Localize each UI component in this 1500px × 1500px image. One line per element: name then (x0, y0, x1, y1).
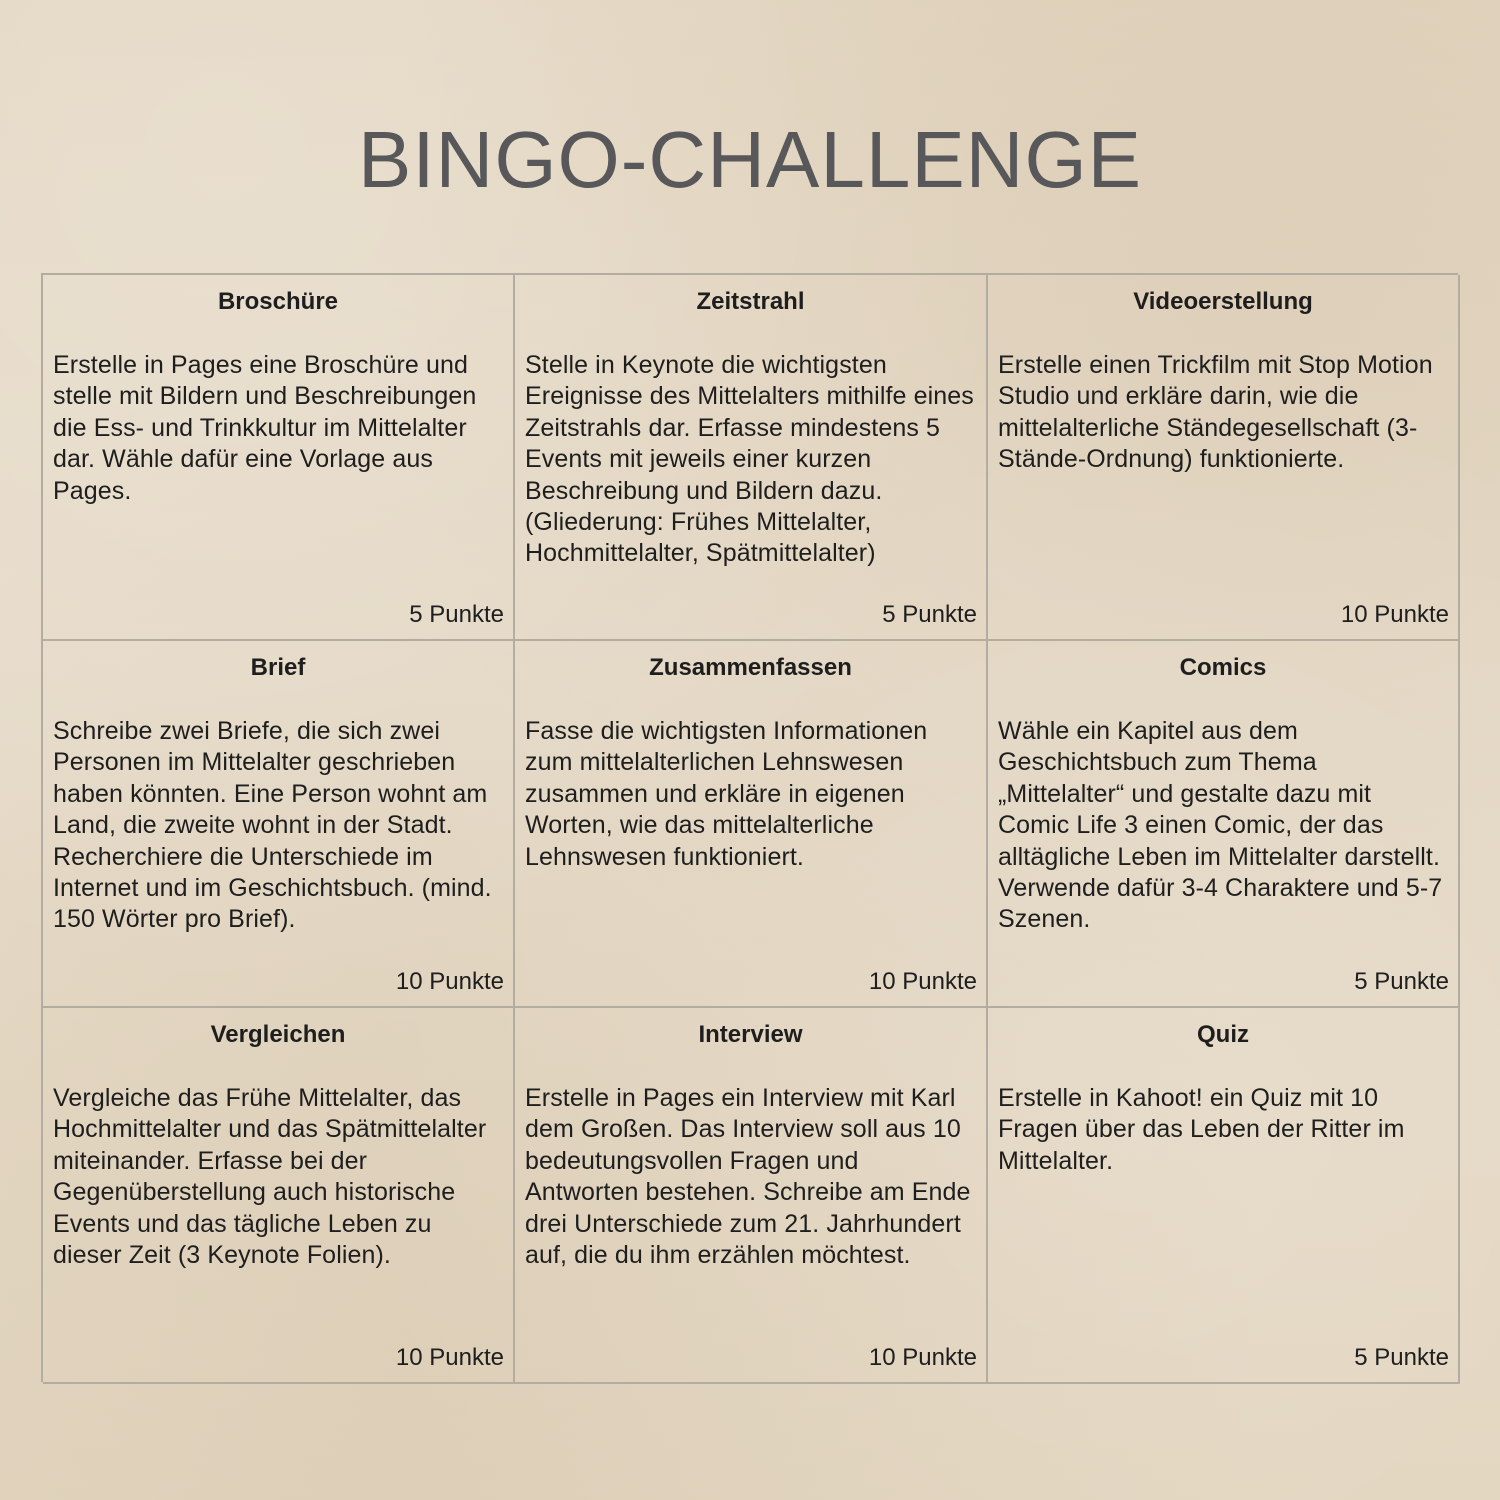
cell-title: Comics (1179, 654, 1267, 681)
cell-points: 5 Punkte (409, 601, 504, 628)
cell-points: 5 Punkte (1354, 968, 1449, 995)
cell-title: Vergleichen (210, 1021, 346, 1048)
page-title: BINGO-CHALLENGE (357, 115, 1143, 204)
cell-task-text: Schreibe zwei Briefe, die sich zwei Personen im Mittelalter geschrieben haben könnten. Eine Person wohnt am Land, die zweite wohnt in der Stadt. Recherchiere die Unterschiede im Internet und im Geschichtsbuch. (mind. 150 Wörter pro Brief). (53, 717, 492, 934)
cell-title: Brief (250, 654, 306, 681)
bingo-cell-quiz (988, 1008, 1460, 1384)
bingo-cell-interview (515, 1008, 988, 1384)
bingo-cell-comics (988, 641, 1460, 1008)
bingo-cell-zeitstrahl (515, 275, 988, 641)
cell-title: Videoerstellung (1133, 288, 1313, 315)
cell-points: 10 Punkte (395, 1344, 504, 1371)
cell-points: 10 Punkte (868, 968, 977, 995)
cell-title: Zusammenfassen (649, 654, 852, 681)
cell-task-text: Erstelle in Pages eine Broschüre und stelle mit Bildern und Beschreibungen die Ess- und Trinkkultur im Mittelalter dar. Wähle dafür eine Vorlage aus Pages. (53, 351, 477, 505)
cell-points: 5 Punkte (1354, 1344, 1449, 1371)
bingo-grid (41, 273, 1458, 1382)
cell-points: 5 Punkte (882, 601, 977, 628)
cell-title: Interview (698, 1021, 803, 1048)
cell-points: 10 Punkte (395, 968, 504, 995)
cell-task-text: Wähle ein Kapitel aus dem Geschichtsbuch zum Thema „Mittelalter“ und gestalte dazu mit Comic Life 3 einen Comic, der das alltägliche Leben im Mittelalter darstellt. Verwende dafür 3-4 Charaktere und 5-7 Szenen. (998, 717, 1443, 934)
bingo-cell-zusammenfassen (515, 641, 988, 1008)
bingo-cell-vergleichen (43, 1008, 515, 1384)
cell-task-text: Erstelle einen Trickfilm mit Stop Motion Studio und erkläre darin, wie die mittelalterliche Ständegesellschaft (3-Stände-Ordnung) funktionierte. (998, 351, 1433, 474)
cell-task-text: Fasse die wichtigsten Informationen zum mittelalterlichen Lehnswesen zusammen und erkläre in eigenen Worten, wie das mittelalterliche Lehnswesen funktioniert. (525, 717, 928, 871)
cell-title: Quiz (1197, 1021, 1249, 1048)
cell-task-text: Vergleiche das Frühe Mittelalter, das Hochmittelalter und das Spätmittelalter miteinander. Erfasse bei der Gegenüberstellung auch historische Events und das tägliche Leben zu dieser Zeit (3 Keynote Folien). (53, 1084, 487, 1270)
cell-points: 10 Punkte (1340, 601, 1449, 628)
cell-title: Zeitstrahl (696, 288, 805, 315)
bingo-cell-videoerstellung (988, 275, 1460, 641)
cell-task-text: Erstelle in Kahoot! ein Quiz mit 10 Fragen über das Leben der Ritter im Mittelalter. (998, 1084, 1405, 1175)
cell-points: 10 Punkte (868, 1344, 977, 1371)
bingo-cell-broschuere (43, 275, 515, 641)
cell-title: Broschüre (217, 288, 339, 315)
cell-task-text: Stelle in Keynote die wichtigsten Ereignisse des Mittelalters mithilfe eines Zeitstrahls dar. Erfasse mindestens 5 Events mit jeweils einer kurzen Beschreibung und Bildern dazu. (Gliederung: Frühes Mittelalter, Hochmittelalter, Spätmittelalter) (525, 351, 974, 568)
bingo-cell-brief (43, 641, 515, 1008)
cell-task-text: Erstelle in Pages ein Interview mit Karl dem Großen. Das Interview soll aus 10 bedeutungsvollen Fragen und Antworten bestehen. Schreibe am Ende drei Unterschiede zum 21. Jahrhundert auf, die du ihm erzählen möchtest. (525, 1084, 971, 1270)
